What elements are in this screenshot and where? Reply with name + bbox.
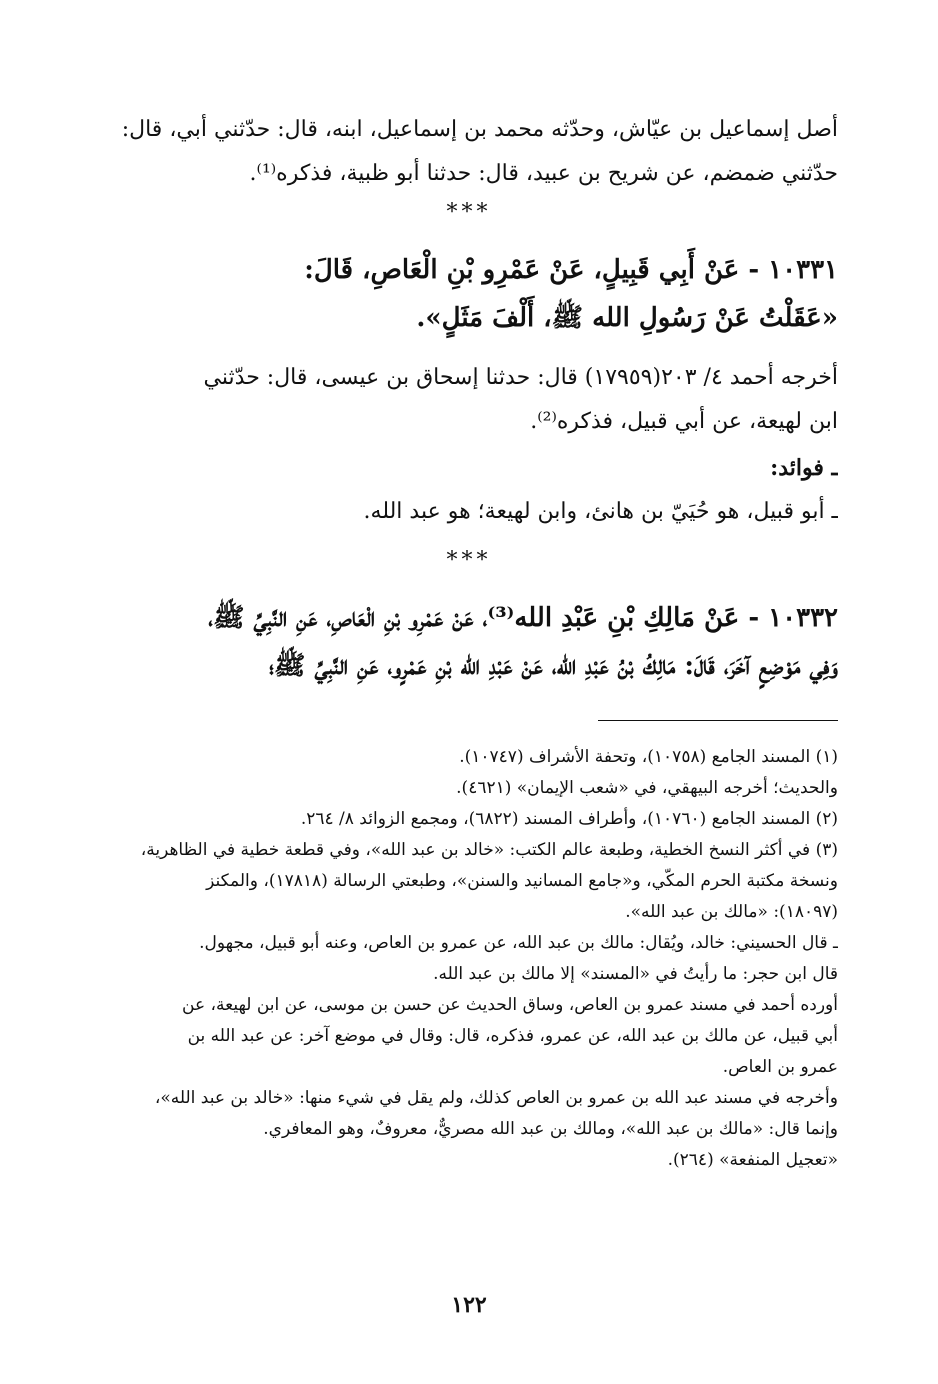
- footnote-line: (١) المسند الجامع (١٠٧٥٨)، وتحفة الأشراف (١٠٧٤٧).: [459, 747, 838, 767]
- fawaid-heading: ـ فوائد:: [770, 455, 838, 481]
- paragraph-continuation: [98, 108, 838, 196]
- footnote-line: (٢) المسند الجامع (١٠٧٦٠)، وأطراف المسند (٦٨٢٢)، ومجمع الزوائد ٨/ ٢٦٤.: [300, 809, 838, 829]
- hadith-10332: [98, 594, 838, 690]
- footnote-line: «تعجيل المنفعة» (٢٦٤).: [667, 1150, 838, 1170]
- footnote-rule: [598, 720, 838, 721]
- footnote-line: ونسخة مكتبة الحرم المكّي، و«جامع المسانيد والسنن»، وطبعتي الرسالة (١٧٨١٨)، والمكنز: [206, 871, 838, 891]
- footnote-line: وإنما قال: «مالك بن عبد الله»، ومالك بن عبد الله مصريٌّ، معروفٌ، وهو المعافري.: [263, 1119, 838, 1139]
- text-line: أخرجه أحمد ٤/ ٢٠٣(١٧٩٥٩) قال: حدثنا إسحاق بن عيسى، قال: حدّثني: [203, 365, 838, 390]
- section-separator: ***: [446, 200, 492, 225]
- hadith-line: وَفِي مَوْضِعٍ آخَرَ، قَالَ: مَالِكُ بْنُ عَبْدِ الله، عَنْ عَبْدِ الله بْنِ عَمْرٍو، عَنِ النَّبِيِّ ﷺ؛: [268, 651, 838, 681]
- footnote-line: عمرو بن العاص.: [722, 1057, 838, 1077]
- footnote-line: أبي قبيل، عن مالك بن عبد الله، عن عمرو، فذكره، قال: وقال في موضع آخر: عن عبد الله بن: [187, 1026, 838, 1046]
- section-separator: ***: [446, 548, 492, 573]
- text-line: ابن لهيعة، عن أبي قبيل، فذكره⁽²⁾.: [530, 409, 838, 434]
- hadith-line: ١٠٣٣١ - عَنْ أَبِي قَبِيلٍ، عَنْ عَمْرِو بْنِ الْعَاصِ، قَالَ:: [304, 255, 838, 285]
- footnote-line: ـ قال الحسيني: خالد، ويُقال: مالك بن عبد الله، عن عمرو بن العاص، وعنه أبو قبيل، مجهول.: [199, 933, 838, 953]
- footnote-line: والحديث؛ أخرجه البيهقي، في «شعب الإيمان» (٤٦٢١).: [456, 778, 838, 798]
- footnotes: [98, 742, 838, 1176]
- hadith-line: «عَقَلْتُ عَنْ رَسُولِ الله ﷺ، أَلْفَ مَثَلٍ».: [416, 303, 838, 333]
- footnote-line: وأخرجه في مسند عبد الله بن عمرو بن العاص كذلك، ولم يقل في شيء منها: «خالد بن عبد الله»،: [154, 1088, 838, 1108]
- footnote-line: (٣) في أكثر النسخ الخطية، وطبعة عالم الكتب: «خالد بن عبد الله»، وفي قطعة خطية في الظاهرية،: [140, 840, 838, 860]
- hadith-10331: [98, 246, 838, 342]
- fawaid-line: ـ أبو قبيل، هو حُيَيّ بن هانئ، وابن لهيعة؛ هو عبد الله.: [363, 499, 838, 524]
- text-line: حدّثني ضمضم، عن شريح بن عبيد، قال: حدثنا أبو ظبية، فذكره⁽¹⁾.: [249, 161, 838, 186]
- footnote-line: قال ابن حجر: ما رأيتُ في «المسند» إلا مالك بن عبد الله.: [433, 964, 838, 984]
- takhrij-paragraph: [98, 356, 838, 444]
- footnote-line: (١٨٠٩٧): «مالك بن عبد الله».: [625, 902, 838, 922]
- footnote-line: أورده أحمد في مسند عمرو بن العاص، وساق الحديث عن حسن بن موسى، عن ابن لهيعة، عن: [182, 995, 838, 1015]
- text-line: أصل إسماعيل بن عيّاش، وحدّثه محمد بن إسماعيل، ابنه، قال: حدّثني أبي، قال:: [121, 117, 838, 142]
- page-number: ١٢٢: [451, 1292, 487, 1318]
- hadith-line: ١٠٣٣٢ - عَنْ مَالِكِ بْنِ عَبْدِ الله⁽³⁾، عَنْ عَمْرِو بْنِ الْعَاصِ، عَنِ النَّبِيِّ ﷺ،: [208, 603, 838, 633]
- fawaid-section: [98, 446, 838, 534]
